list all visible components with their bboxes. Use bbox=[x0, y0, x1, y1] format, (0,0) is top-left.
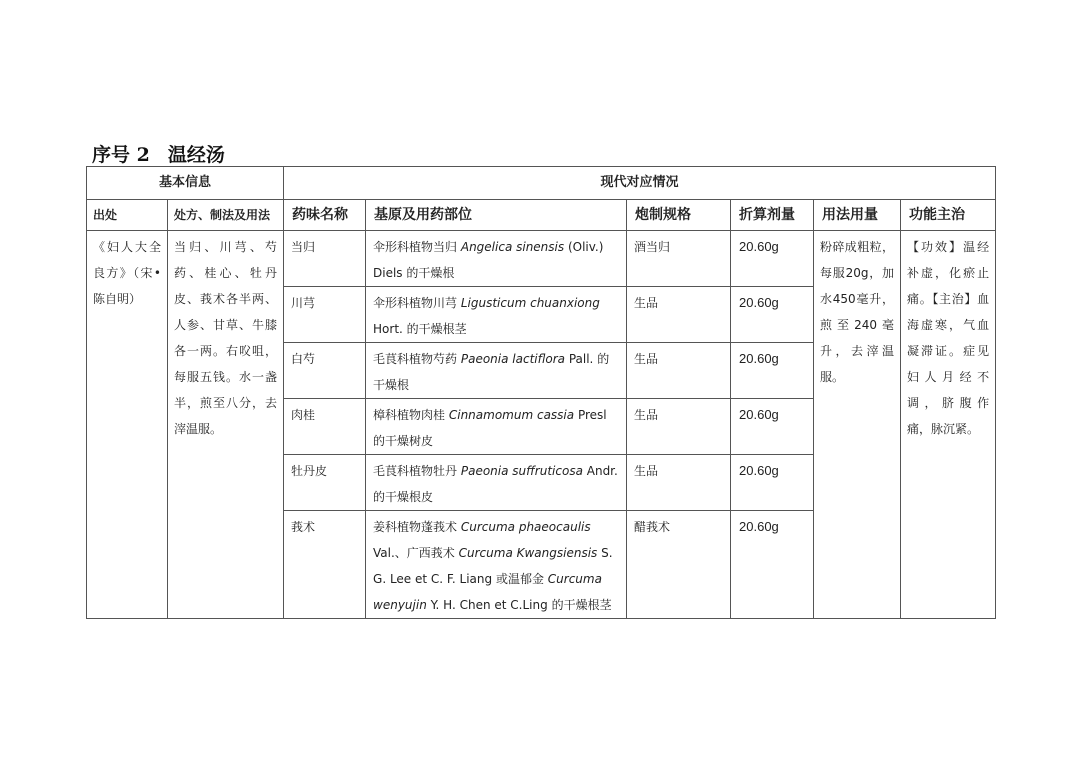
herb-dose: 20.60g bbox=[731, 455, 814, 511]
herb-origin: 伞形科植物当归 Angelica sinensis (Oliv.) Diels 的干燥根 bbox=[366, 231, 627, 287]
herb-name: 牡丹皮 bbox=[284, 455, 366, 511]
header-dose: 折算剂量 bbox=[731, 200, 814, 231]
herb-processing: 酒当归 bbox=[627, 231, 731, 287]
herb-name: 川芎 bbox=[284, 287, 366, 343]
herb-processing: 生品 bbox=[627, 455, 731, 511]
herb-name: 当归 bbox=[284, 231, 366, 287]
herb-origin: 姜科植物蓬莪术 Curcuma phaeocaulis Val.、广西莪术 Curcuma Kwangsiensis S. G. Lee et C. F. Liang 或温郁金 Curcuma wenyujin Y. H. Chen et C.Ling 的干燥根茎 bbox=[366, 511, 627, 619]
herb-processing: 醋莪术 bbox=[627, 511, 731, 619]
herb-name: 肉桂 bbox=[284, 399, 366, 455]
header-processing: 炮制规格 bbox=[627, 200, 731, 231]
header-source: 出处 bbox=[87, 200, 168, 231]
usage-cell: 粉碎成粗粒，每服20g，加水450毫升，煎至240毫升，去滓温服。 bbox=[814, 231, 901, 619]
herb-origin: 伞形科植物川芎 Ligusticum chuanxiong Hort. 的干燥根茎 bbox=[366, 287, 627, 343]
herb-processing: 生品 bbox=[627, 399, 731, 455]
page-title bbox=[92, 140, 225, 167]
herb-dose: 20.60g bbox=[731, 511, 814, 619]
herb-dose: 20.60g bbox=[731, 287, 814, 343]
herb-processing: 生品 bbox=[627, 287, 731, 343]
header-usage: 用法用量 bbox=[814, 200, 901, 231]
header-herb-name: 药味名称 bbox=[284, 200, 366, 231]
function-cell: 【功效】温经补虚，化瘀止痛。【主治】血海虚寒，气血凝滞证。症见妇人月经不调，脐腹作痛，脉沉紧。 bbox=[901, 231, 996, 619]
herb-origin: 樟科植物肉桂 Cinnamomum cassia Presl 的干燥树皮 bbox=[366, 399, 627, 455]
herb-name: 莪术 bbox=[284, 511, 366, 619]
header-function: 功能主治 bbox=[901, 200, 996, 231]
herb-origin: 毛茛科植物芍药 Paeonia lactiflora Pall. 的干燥根 bbox=[366, 343, 627, 399]
source-cell: 《妇人大全良方》（宋•陈自明） bbox=[87, 231, 168, 619]
title-name: 温经汤 bbox=[167, 144, 225, 166]
herb-dose: 20.60g bbox=[731, 343, 814, 399]
title-number: 序号 2 bbox=[92, 144, 150, 166]
header-modern: 现代对应情况 bbox=[284, 167, 996, 200]
header-basic-info: 基本信息 bbox=[87, 167, 284, 200]
header-prescription: 处方、制法及用法 bbox=[168, 200, 284, 231]
herb-origin: 毛茛科植物牡丹 Paeonia suffruticosa Andr. 的干燥根皮 bbox=[366, 455, 627, 511]
herb-dose: 20.60g bbox=[731, 399, 814, 455]
prescription-cell: 当归、川芎、芍药、桂心、牡丹皮、莪术各半两、人参、甘草、牛膝各一两。右㕮咀，每服五钱。水一盏半，煎至八分，去滓温服。 bbox=[168, 231, 284, 619]
herb-dose: 20.60g bbox=[731, 231, 814, 287]
header-origin: 基原及用药部位 bbox=[366, 200, 627, 231]
herb-name: 白芍 bbox=[284, 343, 366, 399]
herb-processing: 生品 bbox=[627, 343, 731, 399]
prescription-table bbox=[86, 166, 996, 619]
